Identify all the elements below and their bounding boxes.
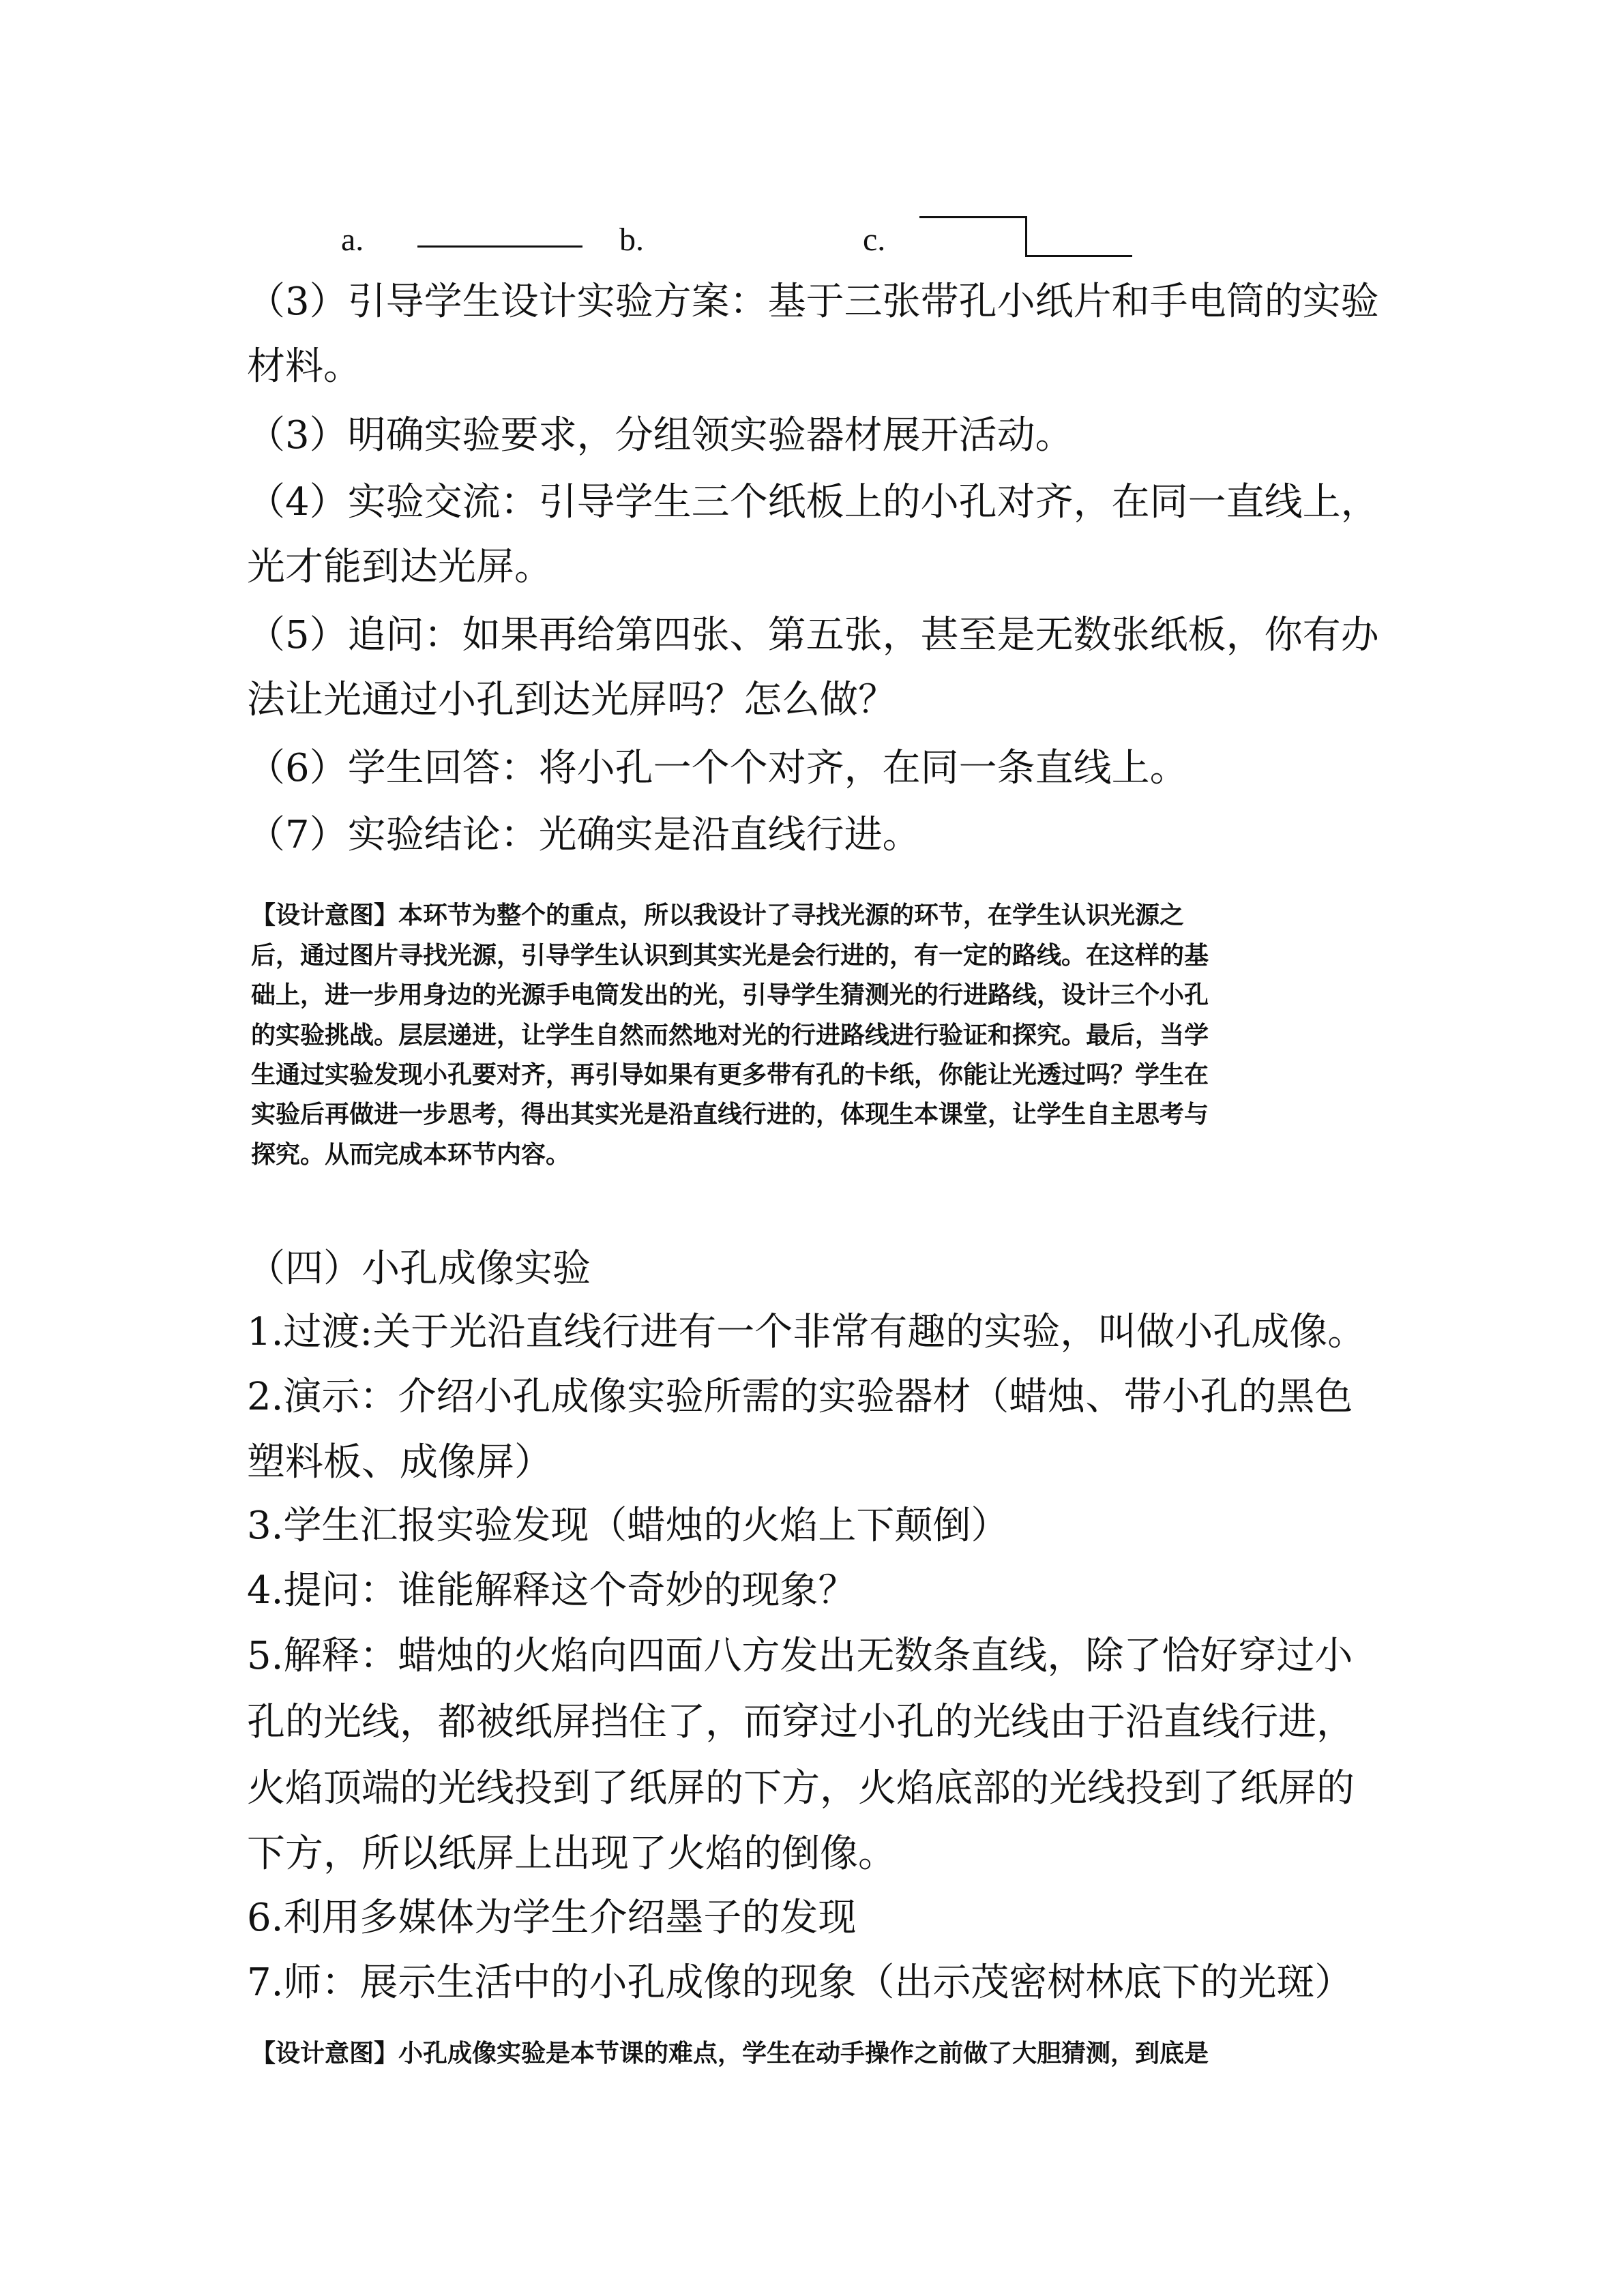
design-intent-line: 【设计意图】小孔成像实验是本节课的难点，学生在动手操作之前做了大胆猜测，到底是	[251, 2039, 1209, 2068]
step-line: 下方，所以纸屏上出现了火焰的倒像。	[247, 1832, 896, 1876]
step-line: （5）追问：如果再给第四张、第五张，甚至是无数张纸板，你有办	[247, 613, 1379, 657]
design-intent-line: 础上，进一步用身边的光源手电筒发出的光，引导学生猜测光的行进路线，设计三个小孔	[251, 981, 1209, 1009]
step-line: 火焰顶端的光线投到了纸屏的下方，火焰底部的光线投到了纸屏的	[247, 1766, 1355, 1810]
step-line: 法让光通过小孔到达光屏吗？怎么做？	[247, 678, 896, 722]
option-c-label: c.	[863, 222, 886, 258]
option-a-straight-line	[417, 245, 582, 248]
step-line: （6）学生回答：将小孔一个个对齐，在同一条直线上。	[247, 746, 1188, 790]
step-line: 6.利用多媒体为学生介绍墨子的发现	[247, 1896, 857, 1940]
option-b-label: b.	[619, 222, 644, 258]
step-line: （4）实验交流：引导学生三个纸板上的小孔对齐，在同一直线上，	[247, 480, 1379, 524]
step-line: 4.提问：谁能解释这个奇妙的现象？	[247, 1568, 857, 1613]
design-intent-line: 生通过实验发现小孔要对齐，再引导如果有更多带有孔的卡纸，你能让光透过吗？学生在	[251, 1060, 1209, 1089]
step-line: （3）引导学生设计实验方案：基于三张带孔小纸片和手电筒的实验	[247, 280, 1379, 324]
step-line: 塑料板、成像屏）	[247, 1440, 552, 1485]
design-intent-line: 的实验挑战。层层递进，让学生自然而然地对光的行进路线进行验证和探究。最后，当学	[251, 1021, 1209, 1049]
option-a-label: a.	[341, 222, 364, 258]
step-line: （3）明确实验要求，分组领实验器材展开活动。	[247, 413, 1074, 458]
section4-heading: （四）小孔成像实验	[247, 1247, 591, 1291]
step-line: 光才能到达光屏。	[247, 545, 552, 589]
design-intent-line: 【设计意图】本环节为整个的重点，所以我设计了寻找光源的环节，在学生认识光源之	[251, 901, 1185, 929]
step-line: 1.过渡:关于光沿直线行进有一个非常有趣的实验，叫做小孔成像。	[247, 1310, 1366, 1354]
design-intent-line: 探究。从而完成本环节内容。	[251, 1140, 571, 1169]
step-line: 7.师：展示生活中的小孔成像的现象（出示茂密树林底下的光斑）	[247, 1960, 1353, 2005]
step-line: 孔的光线，都被纸屏挡住了，而穿过小孔的光线由于沿直线行进，	[247, 1700, 1355, 1744]
design-intent-line: 实验后再做进一步思考，得出其实光是沿直线行进的，体现生本课堂，让学生自主思考与	[251, 1100, 1209, 1129]
step-line: 材料。	[247, 344, 361, 389]
design-intent-line: 后，通过图片寻找光源，引导学生认识到其实光是会行进的，有一定的路线。在这样的基	[251, 941, 1209, 970]
step-line: 2.演示：介绍小孔成像实验所需的实验器材（蜡烛、带小孔的黑色	[247, 1375, 1353, 1419]
step-line: 5.解释：蜡烛的火焰向四面八方发出无数条直线，除了恰好穿过小	[247, 1634, 1353, 1678]
step-line: 3.学生汇报实验发现（蜡烛的火焰上下颠倒）	[247, 1504, 1009, 1548]
step-line: （7）实验结论：光确实是沿直线行进。	[247, 813, 921, 857]
